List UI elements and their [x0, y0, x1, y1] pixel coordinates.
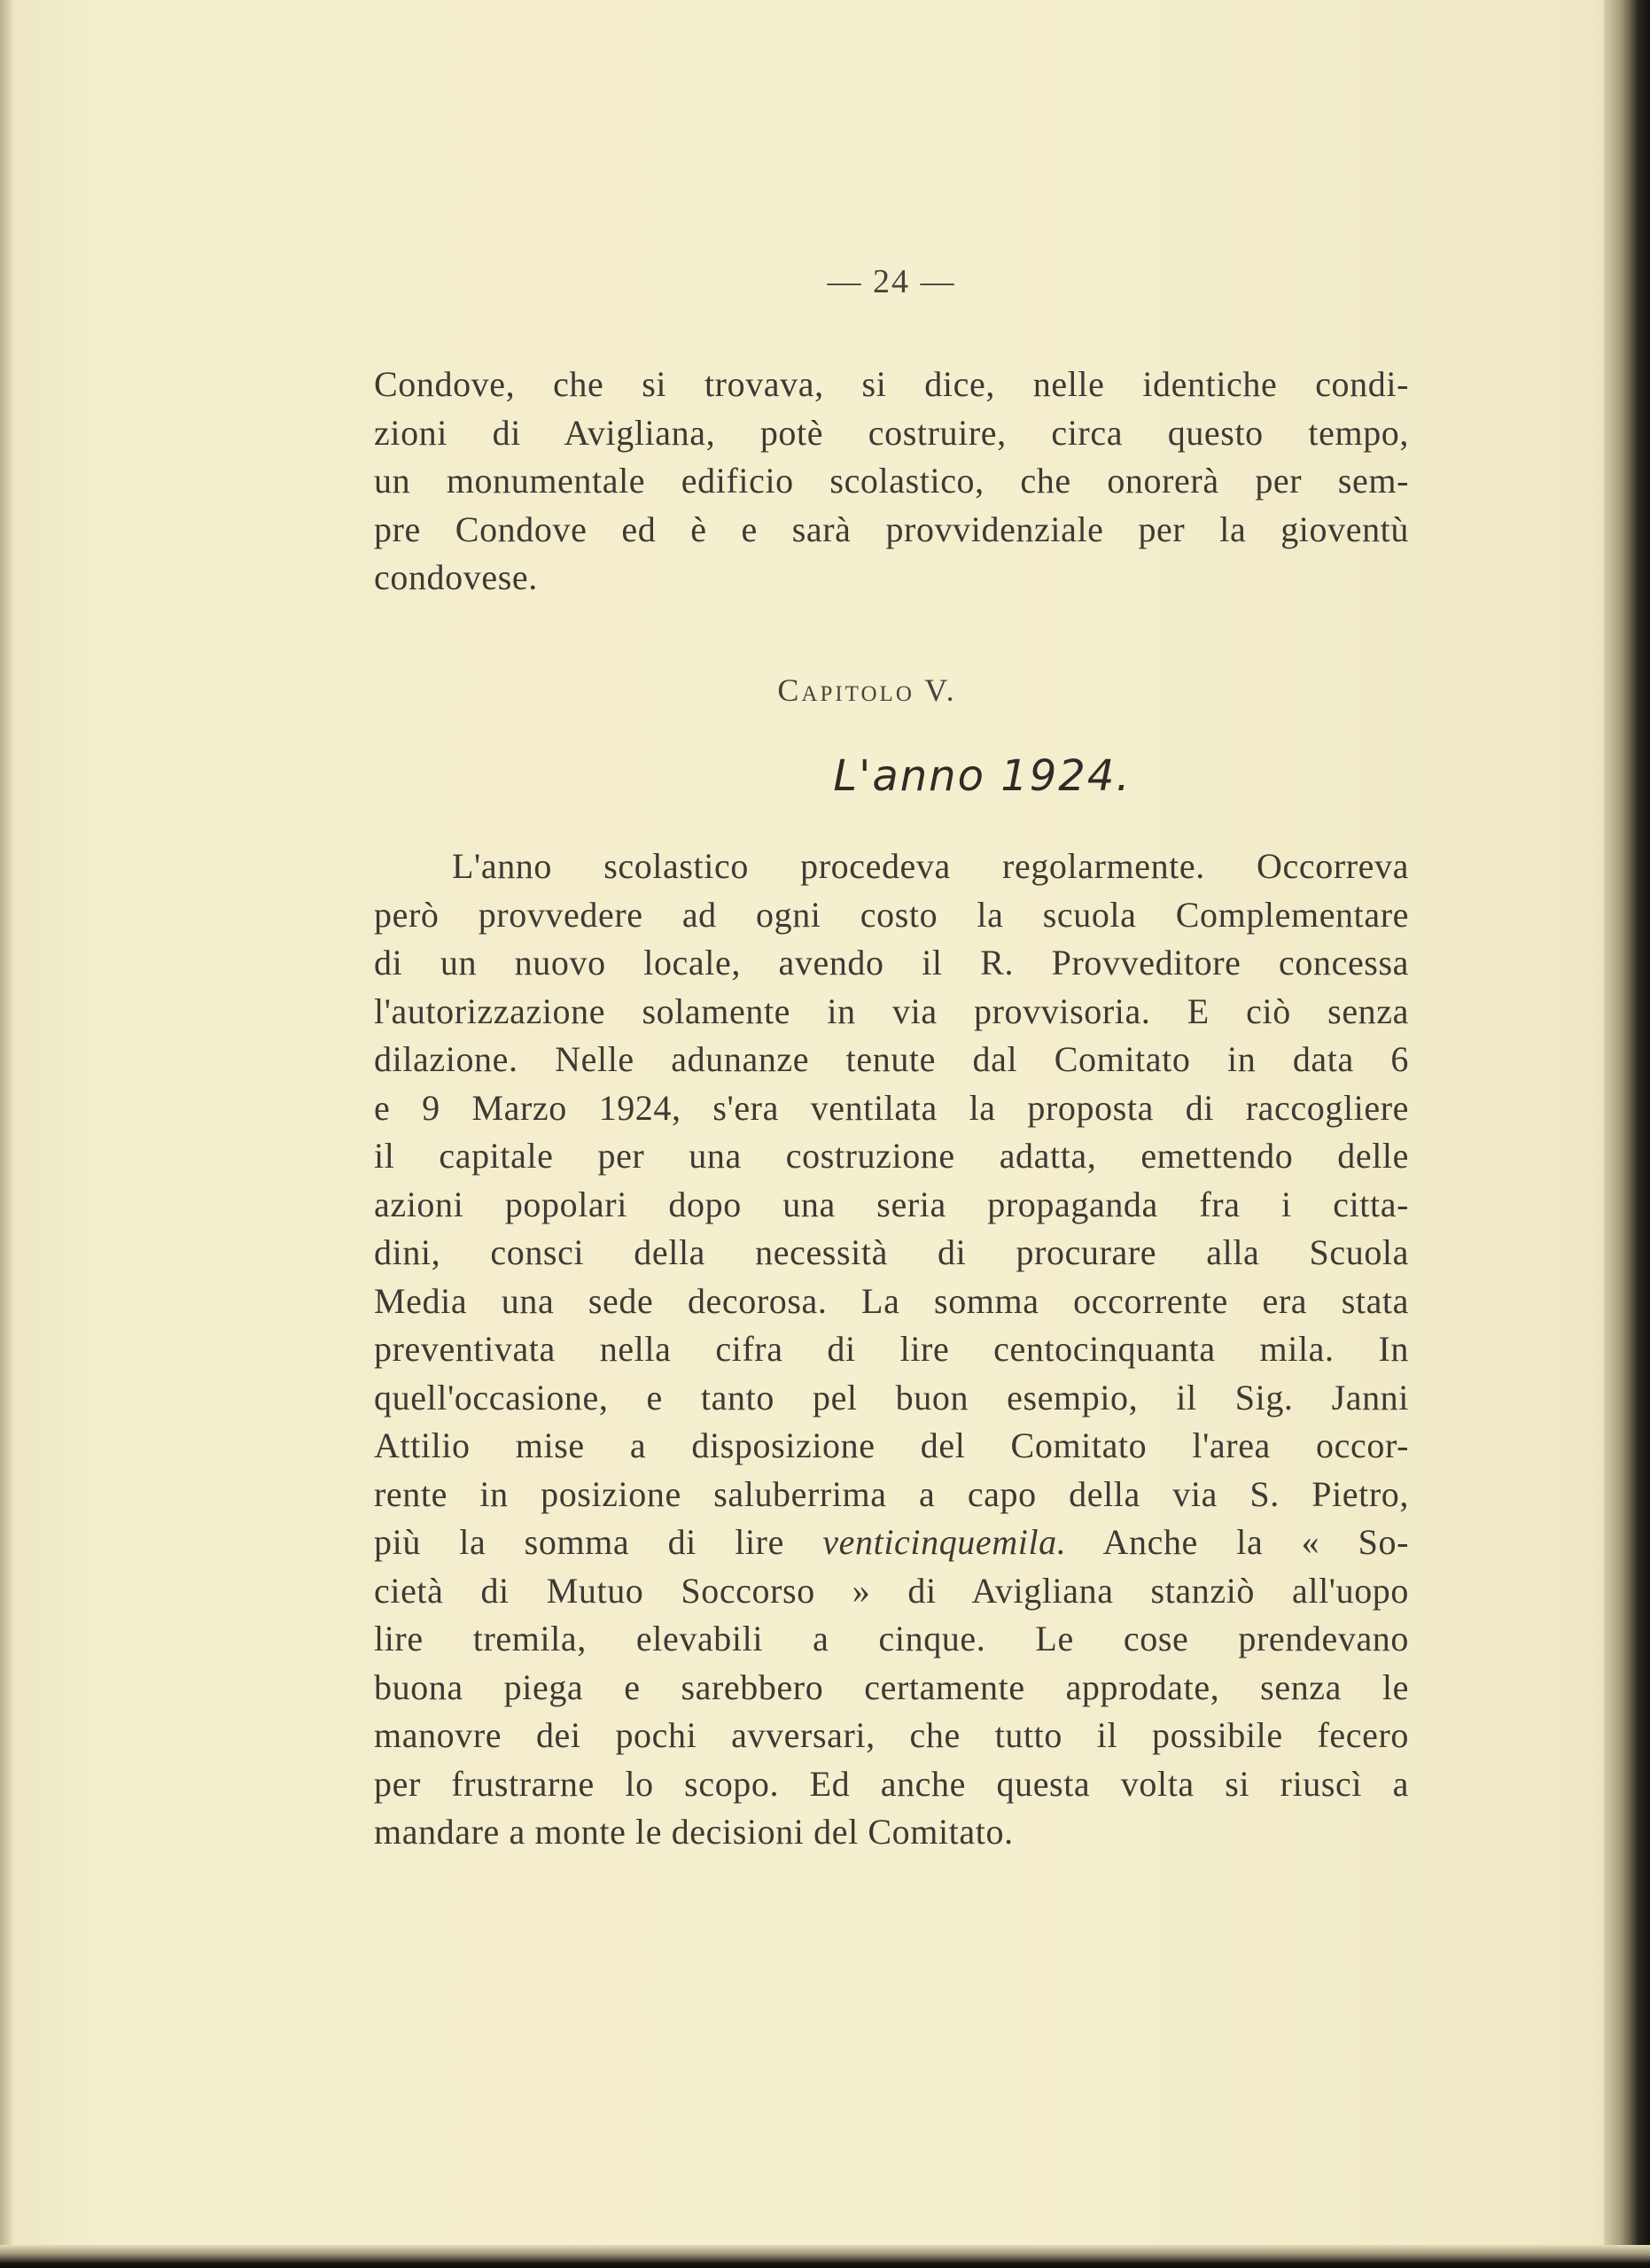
text-line: cietà di Mutuo Soccorso » di Avigliana stanziò all'uopo: [374, 1570, 1409, 1611]
text-line: rente in posizione saluberrima a capo della via S. Pietro,: [374, 1473, 1409, 1514]
text-line: di un nuovo locale, avendo il R. Provveditore concessa: [374, 943, 1409, 983]
text-segment: Anche la « So-: [1102, 1522, 1409, 1562]
text-line: un monumentale edificio scolastico, che onorerà per sem-: [374, 461, 1409, 501]
text-line: L'anno scolastico procedeva regolarmente. Occorreva: [452, 846, 1409, 886]
text-line: condovese.: [374, 557, 538, 597]
page-bottom-edge-shadow: [0, 2245, 1650, 2268]
text-line: per frustrarne lo scopo. Ed anche questa volta si riuscì a: [374, 1763, 1409, 1804]
text-segment: più la somma di lire: [374, 1522, 784, 1562]
text-line: e 9 Marzo 1924, s'era ventilata la proposta di raccogliere: [374, 1087, 1409, 1128]
chapter-title: L'anno 1924.: [833, 751, 1132, 801]
text-line: Attilio mise a disposizione del Comitato l'area occor-: [374, 1425, 1409, 1465]
text-line-mixed: [374, 1518, 1409, 1567]
text-line: manovre dei pochi avversari, che tutto il possibile fecero: [374, 1715, 1409, 1755]
intro-paragraph: [374, 361, 1409, 602]
text-line: mandare a monte le decisioni del Comitato.: [374, 1812, 1014, 1852]
text-line: pre Condove ed è e sarà provvidenziale per la gioventù: [374, 509, 1409, 549]
text-line: quell'occasione, e tanto pel buon esempio, il Sig. Janni: [374, 1377, 1409, 1418]
text-line: il capitale per una costruzione adatta, emettendo delle: [374, 1136, 1409, 1176]
text-line: preventivata nella cifra di lire centocinquanta mila. In: [374, 1329, 1409, 1369]
text-line: dini, consci della necessità di procurare alla Scuola: [374, 1232, 1409, 1272]
page-number: — 24 —: [827, 263, 956, 300]
text-line: l'autorizzazione solamente in via provvisoria. E ciò senza: [374, 990, 1409, 1031]
text-line: azioni popolari dopo una seria propaganda fra i citta-: [374, 1184, 1409, 1224]
italic-amount: venticinquemila.: [822, 1522, 1067, 1562]
text-line: Media una sede decorosa. La somma occorrente era stata: [374, 1280, 1409, 1321]
text-line: però provvedere ad ogni costo la scuola Complementare: [374, 894, 1409, 935]
main-paragraph: [374, 843, 1409, 1857]
page-right-edge-shadow: [1604, 0, 1650, 2268]
text-line: lire tremila, elevabili a cinque. Le cose prendevano: [374, 1619, 1409, 1658]
page-left-edge-shadow: [0, 0, 12, 2268]
text-line: Condove, che si trovava, si dice, nelle identiche condi-: [374, 364, 1409, 404]
text-line: buona piega e sarebbero certamente approdate, senza le: [374, 1666, 1409, 1707]
text-line: dilazione. Nelle adunanze tenute dal Comitato in data 6: [374, 1039, 1409, 1079]
chapter-label: Capitolo V.: [777, 672, 957, 708]
text-line: zioni di Avigliana, potè costruire, circa questo tempo,: [374, 412, 1409, 453]
